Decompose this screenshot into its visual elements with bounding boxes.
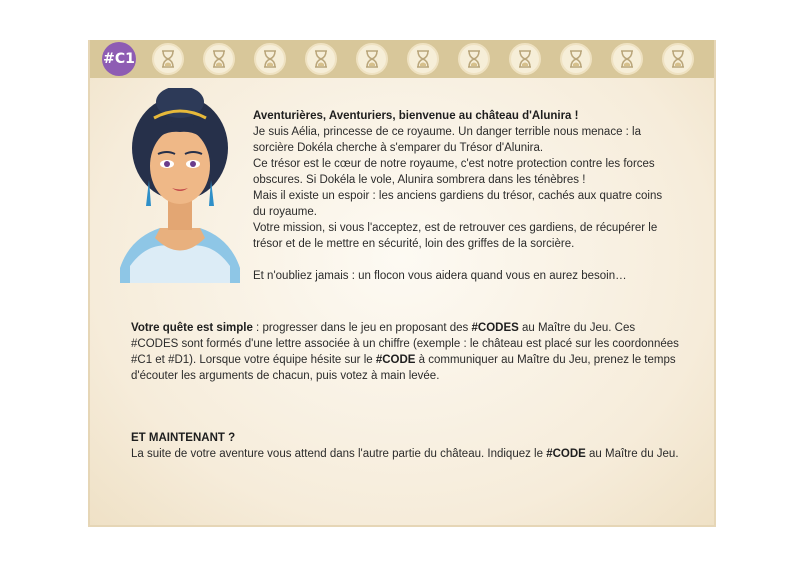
- intro-line: Mais il existe un espoir : les anciens gardiens du trésor, cachés aux quatre coins du royaume.: [253, 190, 663, 218]
- hourglass-icon: [356, 43, 388, 75]
- quest-text: au Maître du Jeu. Ces #CODES sont formés d'une lettre associée à un chiffre (exemple : le château est placé sur les coordonnées #C1 et #D1). Lorsque votre équipe hésite sur le: [131, 322, 679, 366]
- hourglass-icon: [662, 43, 694, 75]
- hourglass-icon: [203, 43, 235, 75]
- quest-paragraph: [131, 320, 681, 384]
- hourglass-icon: [305, 43, 337, 75]
- quest-text: à communiquer au Maître du Jeu, prenez le temps d'écouter les arguments de chacun, puis votez à main levée.: [131, 354, 676, 382]
- quest-text: : progresser dans le jeu en proposant des: [252, 322, 472, 334]
- code-keyword: #CODE: [375, 354, 416, 366]
- hourglass-icon: [254, 43, 286, 75]
- intro-line: Votre mission, si vous l'acceptez, est de retrouver ces gardiens, de récupérer le trésor et de le mettre en sécurité, loin des griffes de la sorcière.: [253, 222, 658, 250]
- codes-keyword: #CODES: [471, 322, 519, 334]
- hourglass-icon: [560, 43, 592, 75]
- code-badge: #C1: [102, 42, 136, 76]
- header-band: [90, 40, 714, 78]
- hourglass-icon: [611, 43, 643, 75]
- code-keyword: #CODE: [546, 448, 586, 460]
- quest-lead: Votre quête est simple: [131, 322, 253, 334]
- hourglass-icon: [458, 43, 490, 75]
- hourglass-icon: [152, 43, 184, 75]
- intro-line: Ce trésor est le cœur de notre royaume, c'est notre protection contre les forces obscures. Si Dokéla le vole, Alunira sombrera dans les ténèbres !: [253, 158, 655, 186]
- hourglass-icon: [509, 43, 541, 75]
- next-text: La suite de votre aventure vous attend dans l'autre partie du château. Indiquez le: [131, 448, 547, 460]
- hourglass-icon: [407, 43, 439, 75]
- intro-line: Je suis Aélia, princesse de ce royaume. Un danger terrible nous menace : la sorcière Dokéla cherche à s'emparer du Trésor d'Alunira.: [253, 126, 642, 154]
- next-section: [131, 430, 681, 462]
- next-text: au Maître du Jeu.: [585, 448, 679, 460]
- greeting: Aventurières, Aventuriers, bienvenue au château d'Alunira !: [253, 110, 579, 122]
- next-title: ET MAINTENANT ?: [131, 432, 236, 444]
- intro-text: [253, 108, 673, 284]
- princess-portrait: [120, 88, 240, 283]
- intro-line: Et n'oubliez jamais : un flocon vous aidera quand vous en aurez besoin…: [253, 270, 627, 282]
